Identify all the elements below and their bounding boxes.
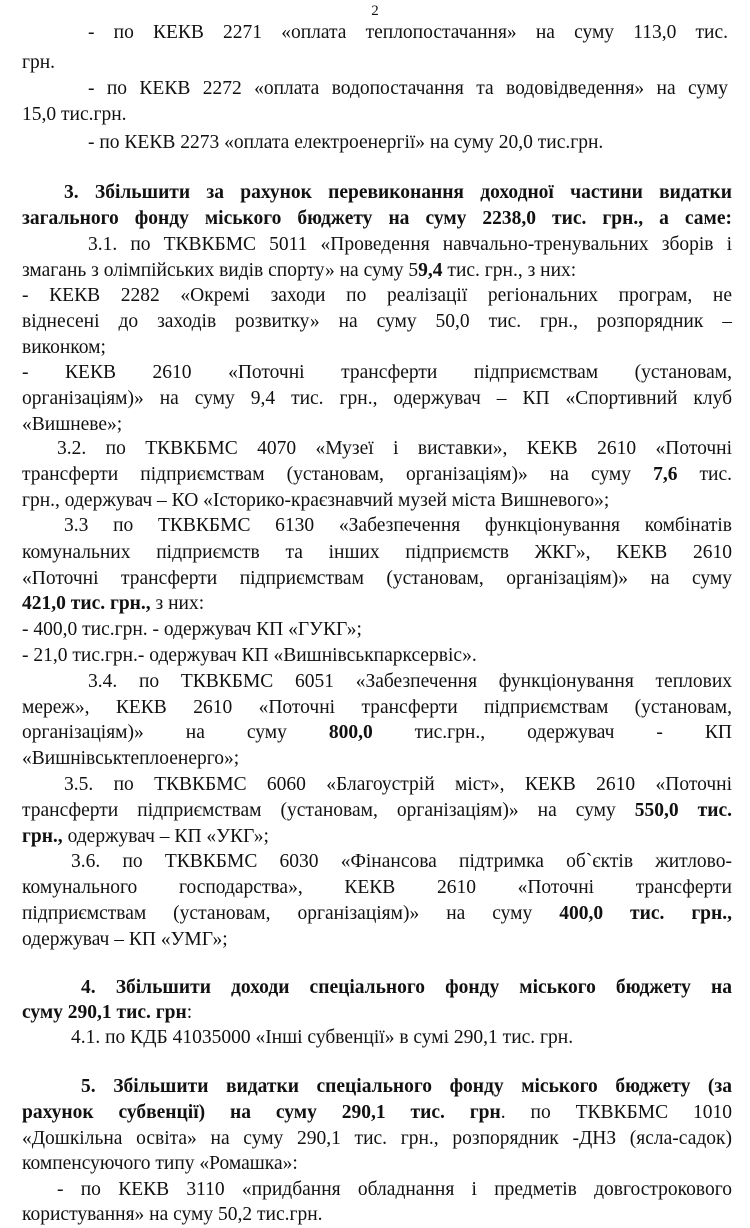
- text-line: [57, 1177, 732, 1203]
- text-segment: :: [186, 1002, 193, 1023]
- text-segment: 3.2. по ТКВКБМС 4070 «Музеї і виставки», КЕКВ 2610 «Поточні: [57, 438, 732, 459]
- text-segment: - КЕКВ 2282 «Окремі заходи по реалізації регіональних програм, не: [22, 285, 732, 306]
- text-segment: комунального господарства», КЕКВ 2610 «Поточні трансферти: [22, 877, 732, 898]
- text-line: [88, 232, 732, 258]
- text-line: [22, 1151, 298, 1177]
- text-line: [22, 824, 269, 850]
- text-segment: 3.1. по ТКВКБМС 5011 «Проведення навчально-тренувальних зборів і: [88, 234, 732, 255]
- text-segment: організаціям)» на суму: [22, 722, 329, 743]
- text-segment: комунальних підприємств та інших підприємств ЖКГ», КЕКВ 2610: [22, 542, 732, 563]
- text-segment: трансферти підприємствам (установам, організаціям)» на суму: [22, 800, 635, 821]
- text-line: [22, 927, 228, 953]
- text-segment: «Дошкільна освіта» на суму 290,1 тис. грн., розпорядник -ДНЗ (ясла-садок): [22, 1128, 732, 1149]
- text-segment: мереж», КЕКВ 2610 «Поточні трансферти підприємствам (установам,: [22, 697, 732, 718]
- text-line: [22, 335, 106, 361]
- text-segment: «Вишневе»;: [22, 414, 123, 435]
- text-segment: 3.5. по ТКВКБМС 6060 «Благоустрій міст», КЕКВ 2610 «Поточні: [64, 774, 732, 795]
- text-segment: 3.6. по ТКВКБМС 6030 «Фінансова підтримка об`єктів житлово-: [71, 851, 732, 872]
- text-segment: «Вишнівськтеплоенерго»;: [22, 748, 240, 769]
- page-number: 2: [371, 3, 379, 19]
- text-segment: віднесені до заходів розвитку» на суму 50,0 тис. грн., розпорядник –: [22, 311, 732, 332]
- text-segment: грн.: [22, 52, 56, 73]
- text-line: [64, 513, 732, 539]
- text-line: [22, 206, 732, 232]
- text-line: [64, 772, 732, 798]
- text-segment: «Поточні трансферти підприємствам (установам, організаціям)» на суму: [22, 568, 732, 589]
- text-segment: грн., одержувач – КО «Історико-краєзнавчий музей міста Вишневого»;: [22, 490, 610, 511]
- bold-text-segment: 3. Збільшити за рахунок перевиконання доходної частини видатки: [64, 182, 732, 203]
- text-segment: одержувач – КП «УМГ»;: [22, 929, 228, 950]
- bold-text-segment: 400,0 тис. грн.,: [559, 903, 733, 924]
- text-line: [88, 669, 732, 695]
- bold-text-segment: 550,0 тис.: [634, 800, 732, 821]
- text-segment: з них:: [150, 593, 205, 614]
- text-line: [22, 746, 239, 772]
- text-segment: компенсуючого типу «Ромашка»:: [22, 1153, 298, 1174]
- text-line: [22, 283, 732, 309]
- text-line: [22, 102, 127, 128]
- text-line: [22, 1202, 323, 1228]
- bold-text-segment: 5. Збільшити видатки спеціального фонду міського бюджету (за: [81, 1076, 732, 1097]
- text-line: [22, 488, 609, 514]
- text-segment: користування» на суму 50,2 тис.грн.: [22, 1204, 323, 1225]
- text-segment: 3.3 по ТКВКБМС 6130 «Забезпечення функціонування комбінатів: [64, 515, 732, 536]
- text-line: [22, 540, 732, 566]
- text-segment: 15,0 тис.грн.: [22, 104, 127, 125]
- bold-text-segment: рахунок субвенції) на суму 290,1 тис. грн: [22, 1102, 501, 1123]
- text-line: [22, 462, 732, 488]
- text-line: [22, 901, 732, 927]
- text-line: [22, 1126, 732, 1152]
- text-segment: змагань з олімпійських видів спорту» на суму 5: [22, 260, 419, 281]
- text-segment: трансферти підприємствам (установам, організаціям)» на суму: [22, 464, 654, 485]
- text-line: [22, 643, 477, 669]
- text-line: [22, 566, 732, 592]
- text-line: [22, 309, 732, 335]
- text-line: [22, 1000, 192, 1026]
- text-line: [22, 258, 576, 284]
- text-segment: 3.4. по ТКВКБМС 6051 «Забезпечення функціонування теплових: [88, 671, 732, 692]
- text-line: [88, 76, 728, 102]
- text-segment: 4.1. по КДБ 41035000 «Інші субвенції» в сумі 290,1 тис. грн.: [71, 1027, 574, 1048]
- text-segment: підприємствам (установам, організаціям)» на суму: [22, 903, 560, 924]
- text-segment: - КЕКВ 2610 «Поточні трансферти підприємствам (установам,: [22, 362, 732, 383]
- text-line: [22, 798, 732, 824]
- text-line: [22, 720, 732, 746]
- text-segment: одержувач – КП «УКГ»;: [62, 826, 269, 847]
- bold-text-segment: 800,0: [328, 722, 373, 743]
- text-segment: тис.: [677, 464, 732, 485]
- text-segment: - 400,0 тис.грн. - одержувач КП «ГУКГ»;: [22, 619, 362, 640]
- text-line: [64, 180, 732, 206]
- text-segment: - по КЕКВ 2273 «оплата електроенергії» на суму 20,0 тис.грн.: [88, 132, 604, 153]
- text-line: [22, 1100, 732, 1126]
- text-segment: - по КЕКВ 2271 «оплата теплопостачання» на суму 113,0 тис.: [88, 22, 728, 43]
- text-segment: організаціям)» на суму 9,4 тис. грн., одержувач – КП «Спортивний клуб: [22, 388, 732, 409]
- text-line: [22, 875, 732, 901]
- bold-text-segment: 4. Збільшити доходи спеціального фонду міського бюджету на: [81, 977, 732, 998]
- text-segment: - 21,0 тис.грн.- одержувач КП «Вишнівськпарксервіс».: [22, 645, 477, 666]
- text-line: [22, 617, 362, 643]
- bold-text-segment: 421,0 тис. грн.,: [22, 593, 151, 614]
- text-line: [22, 50, 55, 76]
- text-line: [71, 1025, 573, 1051]
- bold-text-segment: 9,4: [418, 260, 443, 281]
- text-line: [57, 436, 732, 462]
- text-segment: . по ТКВКБМС 1010: [500, 1102, 732, 1123]
- text-line: [22, 591, 204, 617]
- text-segment: - по КЕКВ 2272 «оплата водопостачання та водовідведення» на суму: [88, 78, 728, 99]
- text-segment: тис. грн., з них:: [442, 260, 577, 281]
- text-line: [81, 975, 732, 1001]
- text-line: [81, 1074, 732, 1100]
- text-segment: - по КЕКВ 3110 «придбання обладнання і предметів довгострокового: [57, 1179, 732, 1200]
- bold-text-segment: суму 290,1 тис. грн: [22, 1002, 187, 1023]
- bold-text-segment: загального фонду міського бюджету на суму 2238,0 тис. грн., а саме:: [22, 208, 732, 229]
- text-line: [71, 849, 732, 875]
- text-line: [88, 130, 603, 156]
- text-line: [22, 360, 732, 386]
- text-segment: виконком;: [22, 337, 106, 358]
- text-line: [22, 386, 732, 412]
- bold-text-segment: 7,6: [653, 464, 678, 485]
- text-line: [22, 412, 122, 438]
- text-segment: тис.грн., одержувач - КП: [372, 722, 733, 743]
- text-line: [88, 20, 728, 46]
- bold-text-segment: грн.,: [22, 826, 63, 847]
- text-line: [22, 695, 732, 721]
